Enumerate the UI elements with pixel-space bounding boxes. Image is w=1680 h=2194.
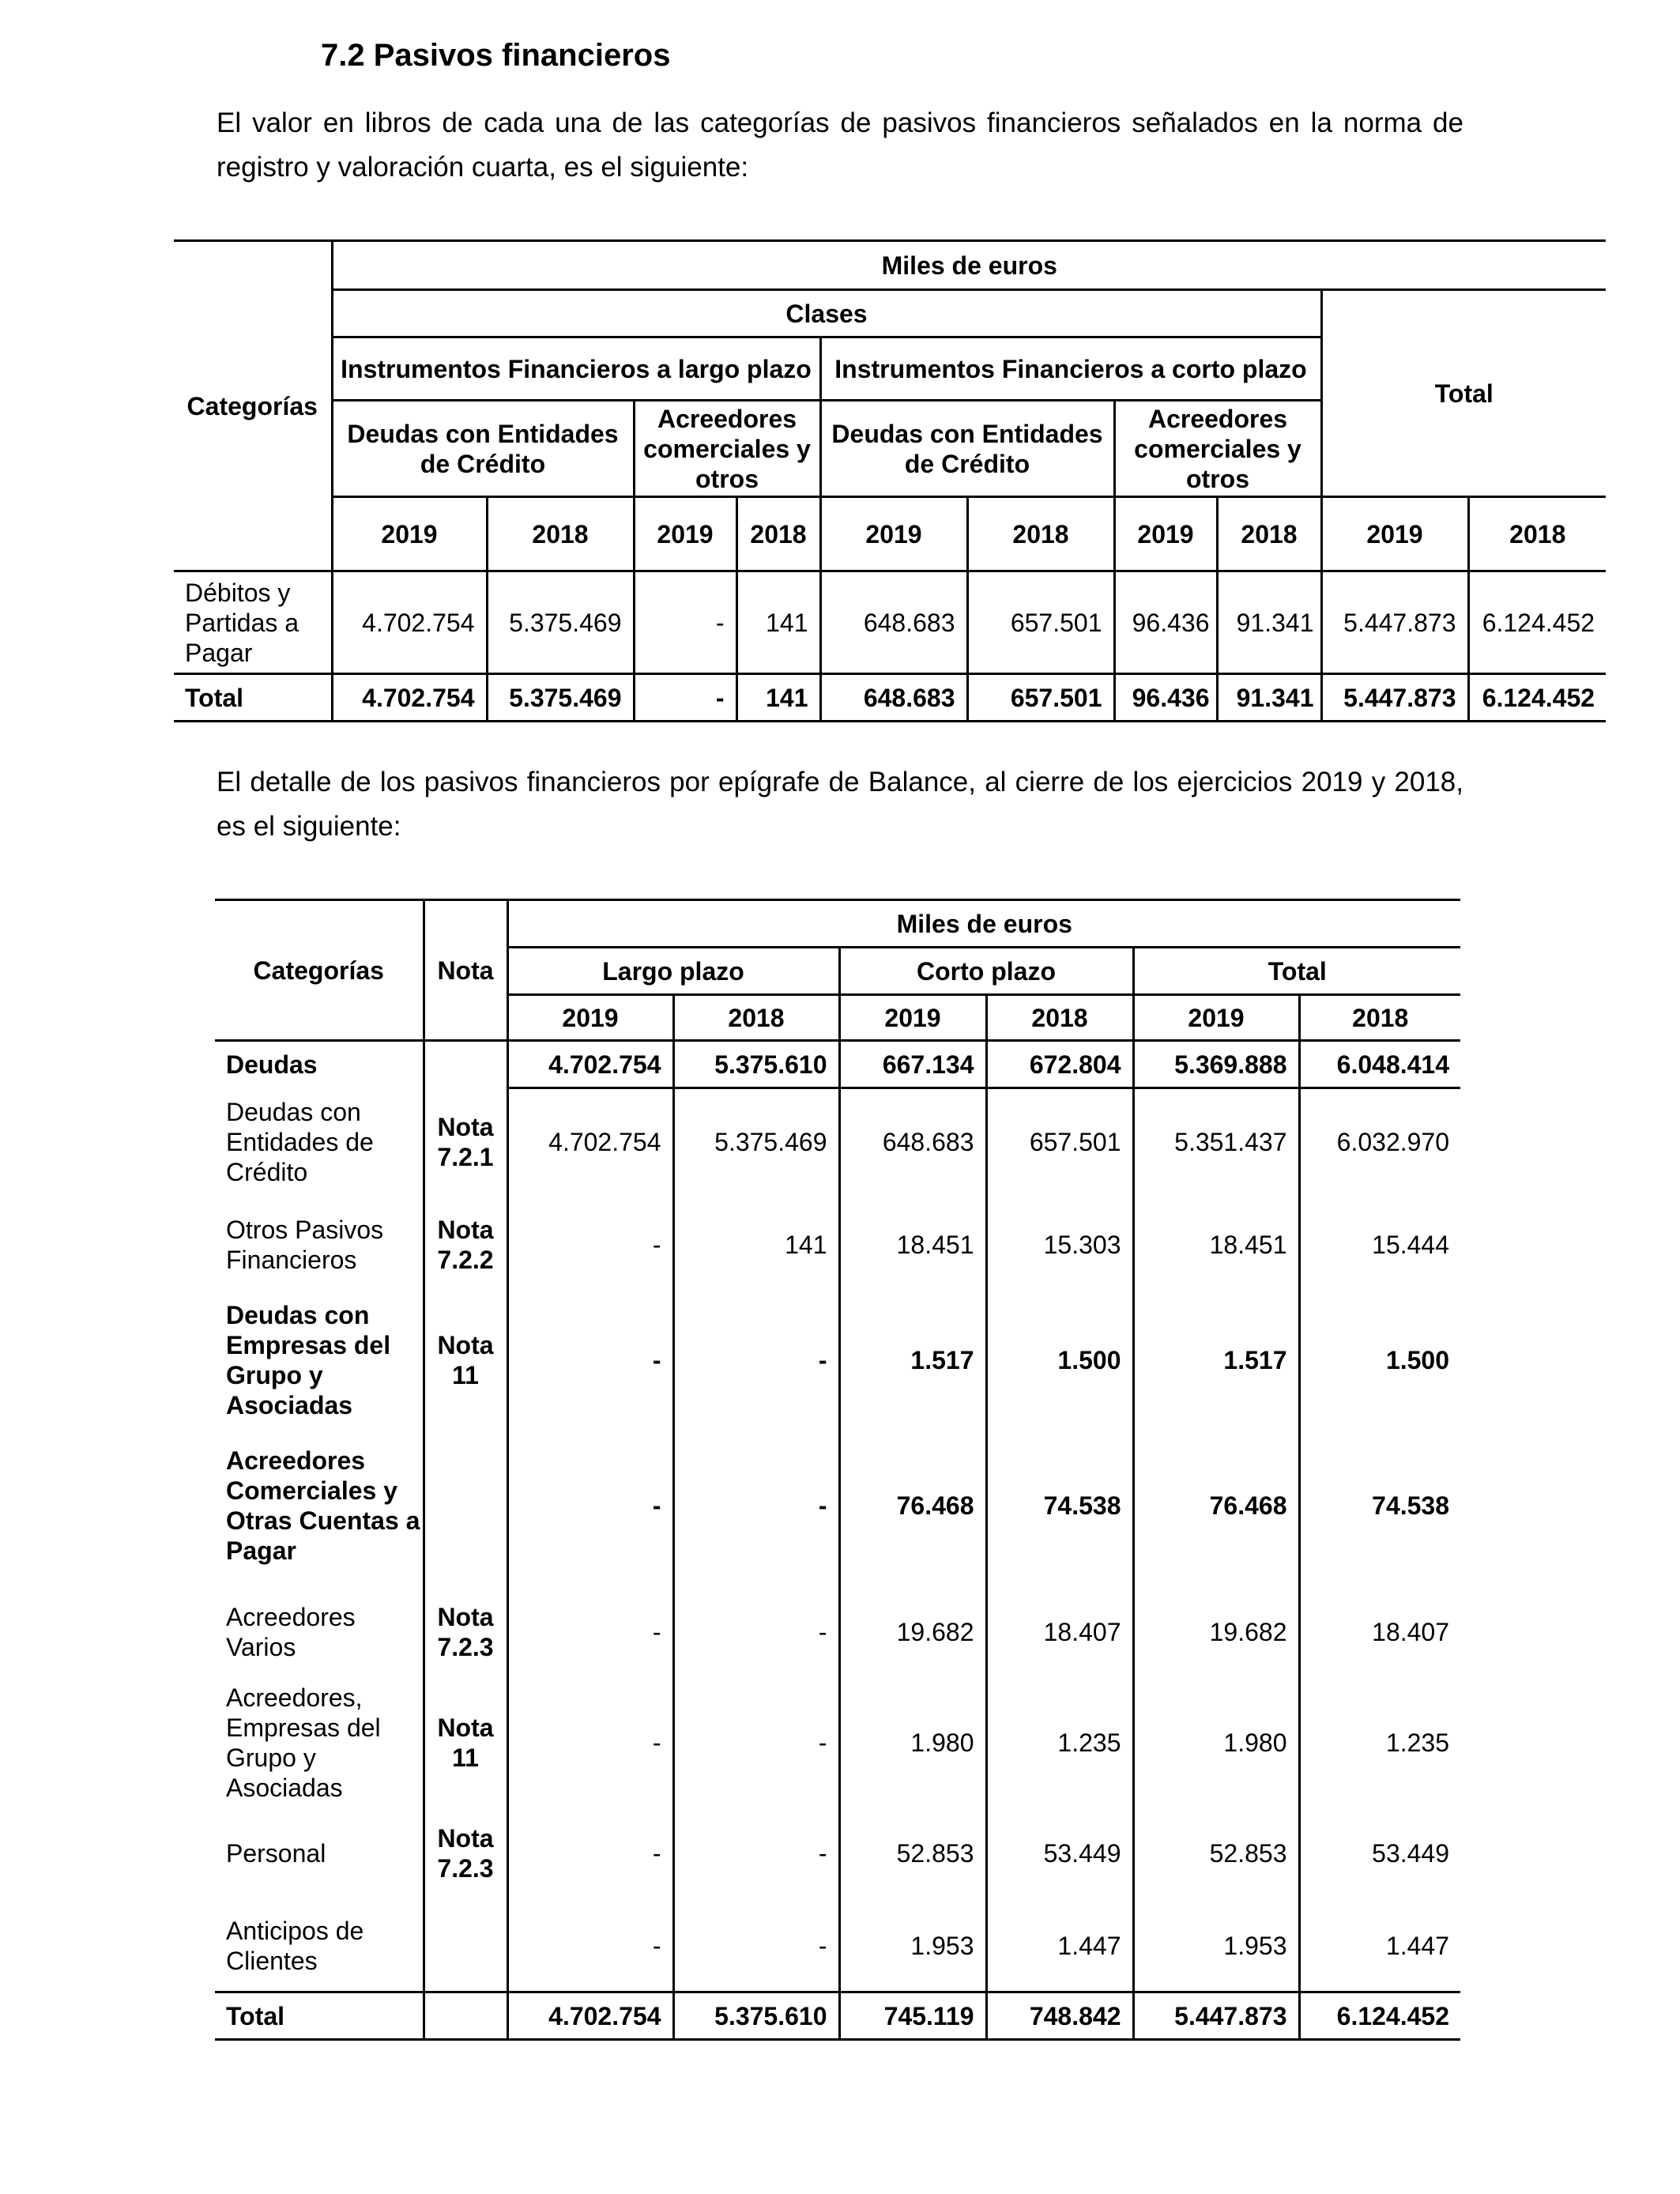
cell-value: 5.447.873 <box>1321 674 1468 722</box>
cell-value: 15.444 <box>1372 1230 1450 1259</box>
cell-value: 745.119 <box>839 1992 986 2040</box>
row-label: Personal <box>215 1806 424 1901</box>
cell-value: - <box>634 571 736 674</box>
cell-value: 76.468 <box>1133 1427 1299 1585</box>
detail-paragraph: El detalle de los pasivos financieros por epígrafe de Balance, al cierre de los ejercicios 2019 y 2018, es el siguiente: <box>217 767 1463 842</box>
cell-value: - <box>673 1427 839 1585</box>
table-row <box>174 571 1606 674</box>
cell-value: 748.842 <box>986 1992 1133 2040</box>
year-header: 2019 <box>1114 497 1217 571</box>
cell-value: 18.407 <box>986 1585 1133 1679</box>
financial-liabilities-by-category-table <box>174 239 1606 722</box>
row-label: Total <box>215 1992 424 2040</box>
cell-value: - <box>507 1679 673 1806</box>
cell-value: 5.375.469 <box>487 571 634 674</box>
nota-header: Nota <box>424 900 507 1041</box>
cell-value: 91.341 <box>1217 674 1321 722</box>
cell-value: 648.683 <box>839 1088 986 1196</box>
cell-value: 5.375.610 <box>673 1992 839 2040</box>
miles-header: Miles de euros <box>332 241 1606 290</box>
cell-value: 96.436 <box>1114 674 1217 722</box>
cell-value: 4.702.754 <box>507 1992 673 2040</box>
total-row <box>215 1992 1460 2040</box>
miles-header: Miles de euros <box>507 900 1460 948</box>
row-nota <box>424 1041 507 1088</box>
financial-liabilities-by-balance-table <box>215 899 1460 2041</box>
cell-value: 5.369.888 <box>1133 1041 1299 1088</box>
year-header: 2019 <box>1133 995 1299 1041</box>
cell-value: - <box>507 1427 673 1585</box>
year-header: 2018 <box>673 995 839 1041</box>
year-header: 2019 <box>1321 497 1468 571</box>
cell-value: - <box>507 1585 673 1679</box>
cell-value: 657.501 <box>986 1088 1133 1196</box>
cell-value: - <box>507 1806 673 1901</box>
largo-plazo-header: Largo plazo <box>507 948 839 995</box>
cell-value: 52.853 <box>1133 1806 1299 1901</box>
cell-value: 76.468 <box>839 1427 986 1585</box>
cell-value: 74.538 <box>986 1427 1133 1585</box>
table-row <box>215 1294 1460 1427</box>
cell-value: 6.124.452 <box>1468 674 1606 722</box>
year-header: 2019 <box>820 497 967 571</box>
cell-value: 52.853 <box>839 1806 986 1901</box>
cell-value: 672.804 <box>986 1041 1133 1088</box>
cell-value: 6.124.452 <box>1299 1992 1460 2040</box>
total-row <box>174 674 1606 722</box>
table-row <box>215 1585 1460 1679</box>
cell-value: 667.134 <box>839 1041 986 1088</box>
cell-value: 141 <box>736 571 820 674</box>
row-label: Deudas <box>215 1041 424 1088</box>
corto-plazo-header: Corto plazo <box>839 948 1133 995</box>
row-label: Débitos y Partidas a Pagar <box>174 571 332 674</box>
row-label: Otros Pasivos Financieros <box>215 1196 424 1294</box>
cell-value: - <box>673 1679 839 1806</box>
table-row <box>215 1088 1460 1196</box>
intro-paragraph: El valor en libros de cada una de las categorías de pasivos financieros señalados en la norma de registro y valoración cuarta, es el siguiente: <box>217 107 1463 183</box>
cell-value: 648.683 <box>820 571 967 674</box>
total-header: Total <box>1321 290 1606 497</box>
cell-value: 4.702.754 <box>507 1088 673 1196</box>
cell-value: - <box>507 1901 673 1992</box>
table-row <box>215 1679 1460 1806</box>
cell-value: 4.702.754 <box>507 1041 673 1088</box>
cell-value: 5.375.469 <box>673 1088 839 1196</box>
categorias-header: Categorías <box>174 241 332 571</box>
cell-value: 91.341 <box>1217 571 1321 674</box>
cell-value: - <box>673 1806 839 1901</box>
year-header: 2018 <box>487 497 634 571</box>
cell-value: 4.702.754 <box>332 571 487 674</box>
cell-value: 648.683 <box>820 674 967 722</box>
year-header: 2018 <box>986 995 1133 1041</box>
row-label: Deudas con Empresas del Grupo y Asociadas <box>215 1294 424 1427</box>
cell-value: 1.953 <box>1133 1901 1299 1992</box>
cell-value: 18.407 <box>1372 1617 1450 1646</box>
cell-value: 1.235 <box>1385 1728 1450 1757</box>
cell-value: 5.447.873 <box>1321 571 1468 674</box>
acreedores-lp-header: Acreedores comerciales y otros <box>634 401 820 497</box>
row-label: Acreedores Varios <box>215 1585 424 1679</box>
row-nota: Nota 11 <box>424 1679 507 1806</box>
row-nota: Nota 7.2.3 <box>424 1806 507 1901</box>
year-header: 2018 <box>1468 497 1606 571</box>
cell-value: 1.980 <box>839 1679 986 1806</box>
cell-value: 657.501 <box>967 571 1114 674</box>
cell-value: - <box>507 1196 673 1294</box>
deudas-cp-header: Deudas con Entidades de Crédito <box>820 401 1114 497</box>
cell-value: 53.449 <box>986 1806 1133 1901</box>
cell-value: 1.500 <box>1385 1345 1450 1374</box>
row-label: Deudas con Entidades de Crédito <box>215 1088 424 1196</box>
cell-value: 53.449 <box>1372 1838 1450 1868</box>
cell-value: 6.032.970 <box>1336 1128 1450 1157</box>
table-row <box>215 1901 1460 1992</box>
row-nota <box>424 1427 507 1585</box>
row-nota: Nota 11 <box>424 1294 507 1427</box>
corto-plazo-header: Instrumentos Financieros a corto plazo <box>820 337 1321 401</box>
year-header: 2019 <box>634 497 736 571</box>
cell-value: - <box>634 674 736 722</box>
table-row <box>215 1196 1460 1294</box>
table-row <box>215 1427 1460 1585</box>
cell-value: - <box>673 1901 839 1992</box>
section-heading: 7.2 Pasivos financieros <box>321 38 671 73</box>
cell-value: - <box>673 1294 839 1427</box>
year-header: 2019 <box>507 995 673 1041</box>
cell-value: 5.375.610 <box>673 1041 839 1088</box>
table-row <box>215 1806 1460 1901</box>
row-nota <box>424 1901 507 1992</box>
year-header: 2019 <box>332 497 487 571</box>
cell-value: 18.451 <box>1133 1196 1299 1294</box>
cell-value: 74.538 <box>1372 1491 1450 1520</box>
clases-header: Clases <box>332 290 1321 337</box>
cell-value: 4.702.754 <box>332 674 487 722</box>
cell-value: 6.124.452 <box>1468 571 1606 674</box>
row-nota <box>424 1992 507 2040</box>
year-header: 2019 <box>839 995 986 1041</box>
deudas-lp-header: Deudas con Entidades de Crédito <box>332 401 634 497</box>
cell-value: 1.517 <box>1133 1294 1299 1427</box>
cell-value: - <box>673 1585 839 1679</box>
cell-value: 1.447 <box>986 1901 1133 1992</box>
cell-value: 18.451 <box>839 1196 986 1294</box>
year-header: 2018 <box>967 497 1114 571</box>
cell-value: 15.303 <box>986 1196 1133 1294</box>
row-nota: Nota 7.2.1 <box>424 1088 507 1196</box>
cell-value: 1.953 <box>839 1901 986 1992</box>
row-nota: Nota 7.2.2 <box>424 1196 507 1294</box>
row-label: Acreedores, Empresas del Grupo y Asociadas <box>215 1679 424 1806</box>
cell-value: 1.235 <box>986 1679 1133 1806</box>
cell-value: 5.375.469 <box>487 674 634 722</box>
cell-value: 96.436 <box>1114 571 1217 674</box>
cell-value: 5.447.873 <box>1133 1992 1299 2040</box>
largo-plazo-header: Instrumentos Financieros a largo plazo <box>332 337 820 401</box>
cell-value: 1.500 <box>986 1294 1133 1427</box>
cell-value: 657.501 <box>967 674 1114 722</box>
cell-value: 19.682 <box>1133 1585 1299 1679</box>
cell-value: 1.447 <box>1385 1931 1450 1960</box>
cell-value: 5.351.437 <box>1133 1088 1299 1196</box>
cell-value: 19.682 <box>839 1585 986 1679</box>
year-header: 2018 <box>1299 995 1460 1041</box>
cell-value: 1.517 <box>839 1294 986 1427</box>
year-header: 2018 <box>736 497 820 571</box>
row-label: Anticipos de Clientes <box>215 1901 424 1992</box>
row-nota: Nota 7.2.3 <box>424 1585 507 1679</box>
total-header: Total <box>1133 948 1460 995</box>
row-label: Acreedores Comerciales y Otras Cuentas a Pagar <box>215 1427 424 1585</box>
table-row <box>215 1041 1460 1088</box>
cell-value: 141 <box>736 674 820 722</box>
cell-value: 141 <box>673 1196 839 1294</box>
categorias-header: Categorías <box>215 900 424 1041</box>
row-label: Total <box>174 674 332 722</box>
cell-value: 1.980 <box>1133 1679 1299 1806</box>
cell-value: 6.048.414 <box>1299 1041 1460 1088</box>
acreedores-cp-header: Acreedores comerciales y otros <box>1114 401 1321 497</box>
cell-value: - <box>507 1294 673 1427</box>
year-header: 2018 <box>1217 497 1321 571</box>
